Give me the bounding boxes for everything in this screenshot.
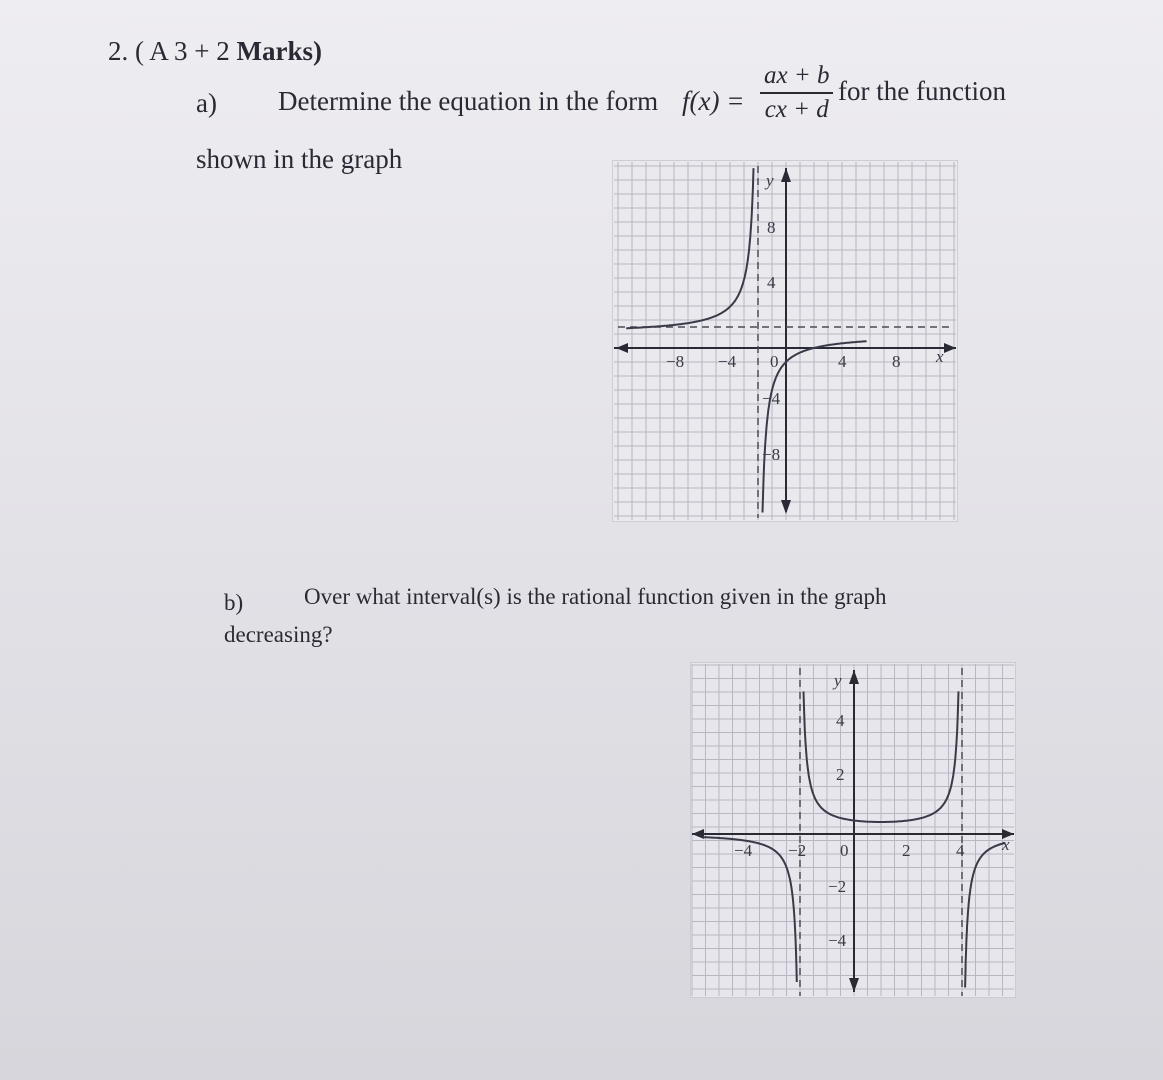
graph-b-tick-x-0: 0 (840, 841, 849, 860)
graph-part-a (612, 160, 958, 527)
graph-a-tick-y-4: 4 (767, 273, 776, 292)
graph-a-tick-y-neg8: −8 (762, 445, 781, 464)
graph-b-tick-x-neg4: −4 (734, 841, 753, 860)
part-a-prompt: Determine the equation in the form (278, 86, 659, 116)
graph-a-tick-x-neg4: −4 (718, 352, 737, 371)
graph-b-tick-y-neg4: −4 (828, 931, 847, 950)
question-header (108, 36, 322, 67)
graph-b-tick-y-neg2: −2 (828, 877, 847, 896)
question-marks-open: ( A 3 + 2 (135, 36, 230, 66)
graph-b-y-axis-label: y (834, 671, 842, 690)
graph-part-b (690, 662, 1016, 1003)
part-a-prompt-end: for the function (838, 76, 1006, 106)
graph-b-tick-x-neg2: −2 (788, 841, 807, 860)
graph-b-tick-x-4: 4 (956, 841, 965, 860)
part-b-label: b) (224, 590, 244, 615)
part-a-prompt-line2: shown in the graph (196, 144, 403, 174)
graph-a-tick-x-4: 4 (838, 352, 847, 371)
graph-b-tick-x-2: 2 (902, 841, 911, 860)
question-marks-label: Marks) (236, 36, 322, 66)
part-b-prompt-line2: decreasing? (224, 622, 333, 647)
graph-b-tick-y-4: 4 (836, 711, 845, 730)
graph-a-tick-y-8: 8 (767, 218, 776, 237)
graph-a-x-axis-label: x (936, 347, 944, 366)
fraction-bar (760, 92, 833, 94)
graph-a-tick-x-neg8: −8 (666, 352, 685, 371)
graph-b-tick-y-2: 2 (836, 765, 845, 784)
graph-a-tick-x-8: 8 (892, 352, 901, 371)
fraction-numerator: ax + b (764, 62, 830, 89)
part-a-label: a) (196, 88, 217, 118)
question-number: 2. (108, 36, 129, 66)
graph-a-y-axis-label: y (766, 171, 774, 190)
graph-b-x-axis-label: x (1002, 835, 1010, 854)
rational-form-fraction (760, 62, 833, 124)
graph-b-svg (690, 662, 1016, 998)
fraction-denominator: cx + d (764, 95, 829, 123)
graph-a-svg (612, 160, 958, 522)
part-b-prompt: Over what interval(s) is the rational function given in the graph (304, 584, 887, 609)
graph-a-tick-x-0: 0 (770, 352, 779, 371)
graph-a-tick-y-neg4: −4 (762, 389, 781, 408)
function-lhs: f(x) = (682, 86, 745, 116)
